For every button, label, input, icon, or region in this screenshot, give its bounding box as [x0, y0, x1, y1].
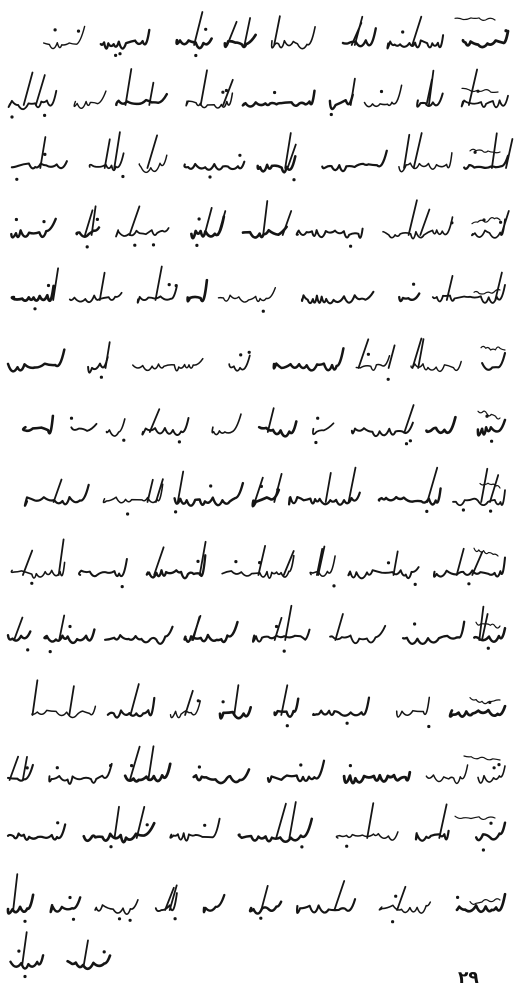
script-line: [11, 932, 111, 978]
script-stroke: [23, 551, 32, 575]
script-dot: [23, 920, 26, 923]
script-dot: [380, 90, 383, 93]
script-word: [9, 91, 57, 109]
script-word: [297, 899, 355, 913]
script-stroke: [367, 803, 373, 838]
script-dot: [391, 920, 394, 923]
script-word: [253, 630, 310, 642]
script-stroke: [194, 12, 202, 45]
script-dot: [178, 440, 181, 443]
script-word: [8, 350, 64, 372]
script-word: [133, 359, 203, 371]
script-dot: [275, 625, 278, 628]
script-word: [105, 627, 172, 644]
script-word: [365, 85, 402, 106]
script-dot: [330, 113, 333, 116]
script-dot: [489, 822, 492, 825]
script-dot: [482, 848, 485, 851]
script-dot: [504, 29, 507, 32]
script-stroke: [289, 802, 295, 838]
script-word: [212, 414, 241, 434]
page-number: ۲۹: [458, 968, 479, 988]
script-dot: [15, 218, 18, 221]
script-word: [74, 91, 106, 108]
script-line: [11, 539, 505, 588]
script-stroke: [359, 339, 369, 368]
script-stroke: [397, 887, 405, 910]
script-word: [302, 292, 373, 304]
script-word: [103, 484, 162, 502]
script-word: [259, 422, 296, 437]
script-dot: [387, 378, 390, 381]
script-word: [71, 424, 96, 431]
script-stroke: [33, 680, 38, 715]
script-dot: [208, 175, 211, 178]
script-stroke: [274, 474, 281, 502]
script-dot: [259, 917, 262, 920]
script-word: [68, 956, 110, 969]
script-dot: [367, 353, 370, 356]
script-dot: [299, 763, 302, 766]
marginal-note: [476, 622, 500, 628]
script-dot: [234, 560, 237, 563]
script-stroke: [201, 70, 207, 105]
script-dot: [47, 284, 50, 287]
script-dot: [43, 114, 46, 117]
script-stroke: [126, 69, 132, 105]
script-stroke: [349, 468, 356, 502]
script-line: [8, 746, 505, 784]
script-word: [11, 219, 55, 238]
script-word: [348, 567, 418, 578]
script-word: [8, 895, 33, 914]
script-stroke: [205, 208, 212, 235]
script-dot: [276, 488, 279, 491]
marginal-note: [481, 346, 505, 350]
script-dot: [425, 510, 428, 513]
script-dot: [109, 845, 112, 848]
script-dot: [43, 153, 46, 156]
script-dot: [17, 950, 20, 953]
script-dot: [68, 896, 71, 899]
script-dot: [346, 722, 349, 725]
script-dot: [497, 763, 500, 766]
script-dot: [209, 484, 212, 487]
script-line: [11, 200, 509, 248]
script-word: [399, 294, 419, 302]
script-stroke: [114, 132, 120, 168]
script-stroke: [409, 200, 417, 235]
script-word: [330, 95, 353, 109]
script-stroke: [490, 475, 498, 502]
script-stroke: [218, 211, 225, 235]
script-dot: [198, 217, 201, 220]
script-dot: [467, 582, 470, 585]
script-dot: [456, 896, 459, 899]
script-stroke: [495, 273, 502, 300]
script-stroke: [276, 804, 286, 838]
marginal-note: [464, 756, 500, 760]
script-stroke: [22, 932, 27, 965]
marginal-note: [470, 899, 500, 905]
script-stroke: [414, 133, 422, 168]
script-line: [44, 12, 508, 57]
script-stroke: [115, 807, 120, 838]
script-dot: [118, 52, 121, 55]
script-word: [11, 562, 64, 578]
script-stroke: [439, 804, 446, 838]
script-dot: [96, 218, 99, 221]
script-word: [310, 556, 335, 576]
script-stroke: [53, 268, 58, 300]
script-dot: [56, 821, 59, 824]
script-word: [12, 286, 54, 301]
script-word: [433, 285, 505, 303]
script-stroke: [137, 807, 145, 838]
script-dot: [292, 178, 295, 181]
script-dot: [198, 765, 201, 768]
script-word: [297, 229, 363, 238]
script-dot: [260, 485, 263, 488]
script-stroke: [148, 746, 153, 780]
script-dot: [72, 918, 75, 921]
script-line: [23, 405, 505, 445]
script-dot: [121, 585, 124, 588]
script-dot: [133, 244, 136, 247]
marginal-note: [470, 698, 500, 704]
script-dot: [174, 917, 177, 920]
script-word: [170, 819, 219, 841]
script-word: [434, 558, 505, 577]
script-dot: [349, 764, 352, 767]
script-word: [426, 765, 467, 783]
script-dot: [152, 243, 155, 246]
script-stroke: [36, 75, 45, 105]
script-dot: [427, 725, 430, 728]
script-dot: [103, 950, 106, 953]
script-word: [478, 766, 505, 783]
script-dot: [273, 91, 276, 94]
script-word: [88, 357, 108, 373]
script-word: [322, 151, 387, 171]
marginal-note: [472, 218, 500, 224]
script-word: [379, 902, 430, 913]
script-word: [457, 894, 505, 912]
script-word: [219, 288, 276, 302]
script-dot: [238, 154, 241, 157]
script-dot: [26, 648, 29, 651]
script-word: [482, 353, 505, 370]
script-word: [11, 955, 44, 968]
script-dot: [114, 54, 117, 57]
script-word: [383, 217, 452, 238]
script-stroke: [147, 135, 157, 168]
script-line: [8, 874, 505, 923]
script-word: [107, 419, 125, 436]
script-word: [476, 823, 505, 840]
script-line: [8, 802, 505, 852]
script-word: [70, 293, 122, 302]
script-stroke: [501, 211, 509, 235]
script-dot: [56, 766, 59, 769]
script-line: [25, 468, 505, 516]
script-stroke: [105, 139, 110, 168]
script-word: [23, 416, 53, 433]
script-word: [116, 228, 169, 237]
script-stroke: [156, 267, 162, 301]
script-word: [8, 632, 30, 641]
script-dot: [174, 510, 177, 513]
script-dot: [450, 221, 453, 224]
script-dot: [401, 30, 404, 33]
script-dot: [194, 54, 197, 57]
script-dot: [77, 30, 80, 33]
script-dot: [225, 89, 228, 92]
script-dot: [203, 824, 206, 827]
script-word: [272, 27, 315, 49]
script-word: [313, 698, 369, 716]
script-word: [175, 483, 243, 506]
script-word: [268, 761, 324, 782]
script-word: [416, 831, 449, 841]
script-word: [204, 895, 225, 912]
script-stroke: [69, 686, 74, 715]
script-word: [427, 417, 456, 433]
script-dot: [122, 439, 125, 442]
script-dot: [33, 307, 36, 310]
script-dot: [487, 647, 490, 650]
script-word: [79, 559, 127, 576]
script-stroke: [355, 17, 363, 45]
marginal-note: [474, 548, 498, 556]
script-dot: [493, 766, 496, 769]
script-dot: [222, 700, 225, 703]
script-dot: [26, 766, 29, 769]
script-dot: [100, 376, 103, 379]
script-dot: [332, 584, 335, 587]
script-dot: [121, 175, 124, 178]
script-dot: [30, 582, 33, 585]
script-dot: [248, 351, 251, 354]
script-dot: [489, 510, 492, 513]
script-dot: [146, 823, 149, 826]
script-dot: [49, 650, 52, 653]
script-line: [9, 69, 508, 119]
script-word: [478, 420, 505, 435]
script-stroke: [263, 201, 267, 235]
script-word: [464, 156, 508, 169]
script-word: [403, 622, 464, 644]
script-stroke: [84, 940, 88, 965]
script-word: [139, 155, 167, 172]
script-dot: [409, 439, 412, 442]
script-word: [450, 706, 505, 716]
script-word: [463, 31, 508, 47]
script-stroke: [506, 139, 512, 168]
script-stroke: [405, 405, 414, 432]
script-stroke: [54, 480, 62, 502]
script-dot: [221, 91, 224, 94]
script-line: [8, 339, 505, 381]
script-dot: [42, 220, 45, 223]
script-line: [12, 267, 505, 313]
script-word: [95, 900, 138, 914]
script-word: [313, 423, 334, 434]
script-stroke: [274, 16, 280, 45]
script-word: [250, 902, 281, 914]
script-stroke: [258, 546, 265, 575]
script-dot: [490, 440, 493, 443]
script-line: [12, 132, 513, 181]
script-word: [453, 490, 505, 505]
script-dot: [168, 283, 171, 286]
script-word: [32, 706, 96, 717]
script-stroke: [492, 133, 497, 168]
script-dot: [413, 622, 416, 625]
script-word: [84, 823, 154, 842]
script-dot: [204, 28, 207, 31]
script-stroke: [469, 70, 477, 106]
script-dot: [70, 417, 73, 420]
script-stroke: [404, 135, 409, 168]
script-stroke: [285, 606, 291, 640]
script-dot: [175, 284, 178, 287]
script-dot: [314, 441, 317, 444]
script-dot: [405, 442, 408, 445]
script-dot: [345, 845, 348, 848]
script-word: [397, 697, 430, 717]
script-word: [101, 30, 150, 49]
script-stroke: [148, 480, 153, 502]
script-dot: [239, 353, 242, 356]
script-stroke: [40, 137, 45, 168]
script-dot: [68, 625, 71, 628]
script-stroke: [335, 614, 343, 640]
script-dot: [349, 245, 352, 248]
script-dot: [195, 244, 198, 247]
script-dot: [118, 917, 121, 920]
script-stroke: [193, 617, 199, 640]
marginal-note: [455, 816, 495, 819]
script-word: [51, 897, 81, 912]
script-stroke: [100, 273, 105, 300]
script-dot: [387, 561, 390, 564]
script-dot: [414, 583, 417, 586]
script-word: [12, 161, 67, 168]
script-dot: [86, 245, 89, 248]
script-dot: [283, 650, 286, 653]
script-dot: [130, 764, 133, 767]
script-word: [239, 819, 312, 842]
script-stroke: [130, 747, 140, 780]
script-word: [184, 162, 244, 170]
script-stroke: [178, 472, 183, 503]
script-dot: [54, 28, 57, 31]
script-stroke: [13, 874, 17, 910]
marginal-note: [478, 411, 500, 419]
script-dot: [15, 178, 18, 181]
script-word: [274, 348, 344, 370]
script-word: [147, 555, 205, 578]
script-stroke: [283, 211, 292, 235]
script-word: [116, 94, 167, 105]
script-word: [44, 630, 94, 643]
script-dot: [412, 283, 415, 286]
marginal-note: [455, 18, 495, 21]
script-stroke: [234, 685, 238, 715]
script-word: [194, 770, 249, 784]
script-dot: [262, 310, 265, 313]
script-stroke: [334, 881, 344, 910]
script-dot: [286, 724, 289, 727]
script-word: [188, 280, 207, 301]
script-stroke: [427, 468, 437, 502]
script-stroke: [24, 73, 33, 106]
script-dot: [394, 895, 397, 898]
script-stroke: [185, 691, 193, 715]
script-dot: [462, 508, 465, 511]
script-word: [8, 824, 65, 839]
script-dot: [10, 115, 13, 118]
script-dot: [23, 975, 26, 978]
script-dot: [316, 417, 319, 420]
script-word: [344, 772, 410, 783]
script-stroke: [351, 79, 355, 105]
script-dot: [129, 919, 132, 922]
script-dot: [109, 764, 112, 767]
script-stroke: [394, 551, 398, 575]
script-dot: [197, 699, 200, 702]
script-word: [243, 91, 315, 107]
script-dot: [258, 561, 261, 564]
script-lines: [8, 12, 512, 978]
script-stroke: [326, 473, 331, 502]
script-stroke: [131, 684, 139, 715]
script-stroke: [106, 342, 110, 368]
script-line: [8, 606, 505, 653]
script-dot: [300, 845, 303, 848]
script-word: [229, 356, 250, 371]
script-dot: [196, 560, 199, 563]
script-line: [32, 680, 505, 728]
script-dot: [126, 512, 129, 515]
script-word: [352, 423, 413, 436]
script-stroke: [268, 408, 274, 432]
marginal-note: [462, 88, 498, 92]
script-stroke: [10, 757, 19, 780]
script-stroke: [420, 210, 429, 236]
script-dot: [499, 221, 502, 224]
script-stroke: [130, 206, 140, 235]
script-word: [275, 699, 299, 717]
